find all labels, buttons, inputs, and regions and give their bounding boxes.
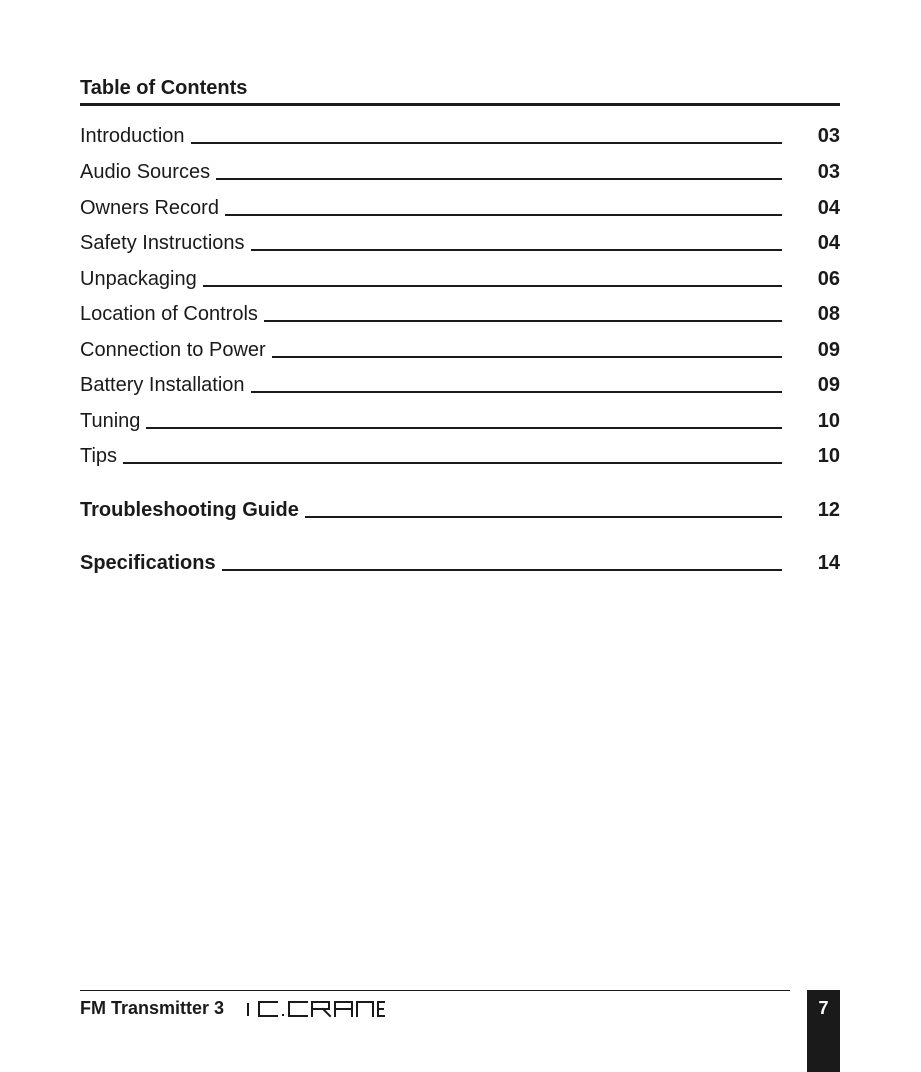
toc-heading: Table of Contents xyxy=(80,77,248,99)
page-number: 7 xyxy=(818,998,829,1018)
toc-entry-label: Specifications xyxy=(80,552,216,574)
toc-leader-line xyxy=(222,569,782,571)
ccrane-logo xyxy=(257,1000,385,1018)
toc-entry-page: 10 xyxy=(817,445,840,467)
toc-entry-connection-to-power[interactable] xyxy=(80,336,840,364)
toc-heading-rule xyxy=(80,103,840,106)
toc-entry-label: Battery Installation xyxy=(80,374,245,396)
toc-entry-page: 04 xyxy=(817,232,840,254)
toc-entry-audio-sources[interactable] xyxy=(80,158,840,186)
toc-leader-line xyxy=(123,462,782,464)
toc-entry-label: Unpackaging xyxy=(80,268,197,290)
footer-separator xyxy=(247,1003,249,1016)
toc-entry-specifications[interactable] xyxy=(80,549,840,577)
toc-entry-page: 08 xyxy=(817,303,840,325)
toc-entry-safety-instructions[interactable] xyxy=(80,229,840,257)
toc-entry-label: Troubleshooting Guide xyxy=(80,499,299,521)
toc-leader-line xyxy=(305,516,782,518)
toc-leader-line xyxy=(191,142,782,144)
toc-entry-page: 09 xyxy=(817,374,840,396)
toc-entry-introduction[interactable] xyxy=(80,122,840,150)
toc-entry-tips[interactable] xyxy=(80,442,840,470)
toc-entry-label: Connection to Power xyxy=(80,339,266,361)
toc-entry-page: 10 xyxy=(817,410,840,432)
toc-entry-label: Safety Instructions xyxy=(80,232,245,254)
toc-entry-owners-record[interactable] xyxy=(80,194,840,222)
toc-entry-label: Location of Controls xyxy=(80,303,258,325)
toc-leader-line xyxy=(216,178,782,180)
toc-entry-label: Introduction xyxy=(80,125,185,147)
toc-entry-tuning[interactable] xyxy=(80,407,840,435)
toc-entry-page: 03 xyxy=(817,161,840,183)
toc-entry-label: Tips xyxy=(80,445,118,467)
toc-entry-page: 14 xyxy=(817,552,840,574)
toc-leader-line xyxy=(203,285,782,287)
footer-rule xyxy=(80,990,790,991)
toc-entry-location-of-controls[interactable] xyxy=(80,300,840,328)
toc-entry-page: 04 xyxy=(817,197,840,219)
toc-entry-page: 09 xyxy=(817,339,840,361)
toc-leader-line xyxy=(272,356,782,358)
toc-leader-line xyxy=(251,391,782,393)
toc-entry-battery-installation[interactable] xyxy=(80,371,840,399)
toc-leader-line xyxy=(264,320,782,322)
toc-leader-line xyxy=(225,214,782,216)
toc-leader-line xyxy=(146,427,782,429)
toc-entry-page: 06 xyxy=(817,268,840,290)
toc-entry-page: 12 xyxy=(817,499,840,521)
toc-entry-page: 03 xyxy=(817,125,840,147)
toc-entry-label: Audio Sources xyxy=(80,161,211,183)
toc-leader-line xyxy=(251,249,782,251)
toc-entry-unpackaging[interactable] xyxy=(80,265,840,293)
footer-product-title: FM Transmitter 3 xyxy=(80,998,225,1018)
toc-entry-troubleshooting-guide[interactable] xyxy=(80,496,840,524)
toc-entry-label: Owners Record xyxy=(80,197,219,219)
toc-entry-label: Tuning xyxy=(80,410,141,432)
